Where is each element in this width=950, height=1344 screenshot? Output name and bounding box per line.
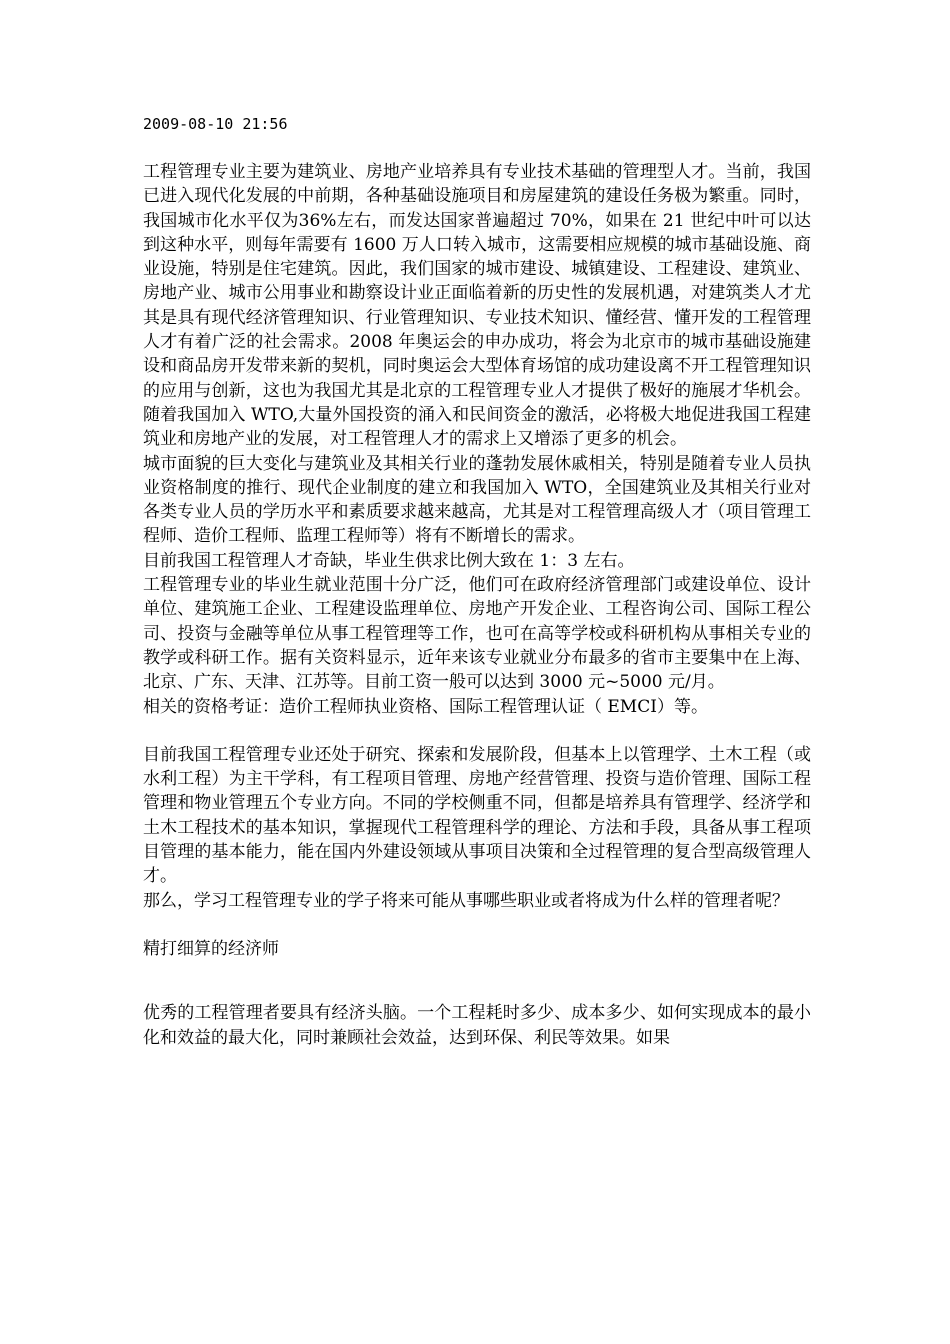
paragraph-urban-development: 城市面貌的巨大变化与建筑业及其相关行业的蓬勃发展休戚相关，特别是随着专业人员执业资格制度的推行、现代企业制度的建立和我国加入 WTO，全国建筑业及其相关行业对各类专业人员的学历水平和素质要求越来越高，尤其是对工程管理高级人才（项目管理工程师、造价工程师、监理工程师等）将有不断增长的需求。 (143, 453, 811, 547)
paragraph-gap (143, 719, 811, 743)
paragraph-economist: 优秀的工程管理者要具有经济头脑。一个工程耗时多少、成本多少、如何实现成本的最小化和效益的最大化，同时兼顾社会效益，达到环保、利民等效果。如果 (143, 1003, 811, 1048)
section-gap (143, 961, 811, 1001)
paragraph-discipline-overview: 目前我国工程管理专业还处于研究、探索和发展阶段，但基本上以管理学、土木工程（或水利工程）为主干学科，有工程项目管理、房地产经营管理、投资与造价管理、国际工程管理和物业管理五个专业方向。不同的学校侧重不同，但都是培养具有管理学、经济学和土木工程技术的基本知识，掌握现代工程管理科学的理论、方法和手段，具备从事工程项目管理的基本能力，能在国内外建设领域从事项目决策和全过程管理的复合型高级管理人才。 (143, 744, 811, 887)
paragraph-talent-shortage: 目前我国工程管理人才奇缺，毕业生供求比例大致在 1：3 左右。 (143, 550, 635, 571)
post-timestamp: 2009-08-10 21:56 (143, 115, 288, 133)
paragraph-career-question: 那么，学习工程管理专业的学子将来可能从事哪些职业或者将成为什么样的管理者呢？ (143, 890, 789, 911)
section-heading: 精打细算的经济师 (143, 938, 279, 959)
paragraph-gap (143, 913, 811, 937)
paragraph-industry-demand: 工程管理专业主要为建筑业、房地产业培养具有专业技术基础的管理型人才。当前，我国已进入现代化发展的中前期，各种基础设施项目和房屋建筑的建设任务极为繁重。同时，我国城市化水平仅为36%左右，而发达国家普遍超过 70%，如果在 21 世纪中叶可以达到这种水平，则每年需要有 1600 万人口转入城市，这需要相应规模的城市基础设施、商业设施，特别是住宅建筑。因此，我们国家的城市建设、城镇建设、工程建设、建筑业、房地产业、城市公用事业和勘察设计业正面临着新的历史性的发展机遇，对建筑类人才尤其是具有现代经济管理知识、行业管理知识、专业技术知识、懂经营、懂开发的工程管理人才有着广泛的社会需求。2008 年奥运会的申办成功，将会为北京市的城市基础设施建设和商品房开发带来新的契机，同时奥运会大型体育场馆的成功建设离不开工程管理知识的应用与创新，这也为我国尤其是北京的工程管理专业人才提供了极好的施展才华机会。随着我国加入 WTO,大量外国投资的涌入和民间资金的激活，必将极大地促进我国工程建筑业和房地产业的发展，对工程管理人才的需求上又增添了更多的机会。 (143, 162, 811, 450)
document-page (143, 112, 811, 1050)
paragraph-employment-scope: 工程管理专业的毕业生就业范围十分广泛，他们可在政府经济管理部门或建设单位、设计单位、建筑施工企业、工程建设监理单位、房地产开发企业、工程咨询公司、国际工程公司、投资与金融等单位从事工程管理等工作，也可在高等学校或科研机构从事相关专业的教学或科研工作。据有关资料显示，近年来该专业就业分布最多的省市主要集中在上海、北京、广东、天津、江苏等。目前工资一般可以达到 3000 元~5000 元/月。 (143, 575, 811, 693)
paragraph-certifications: 相关的资格考证：造价工程师执业资格、国际工程管理认证（ EMCI）等。 (143, 696, 708, 717)
